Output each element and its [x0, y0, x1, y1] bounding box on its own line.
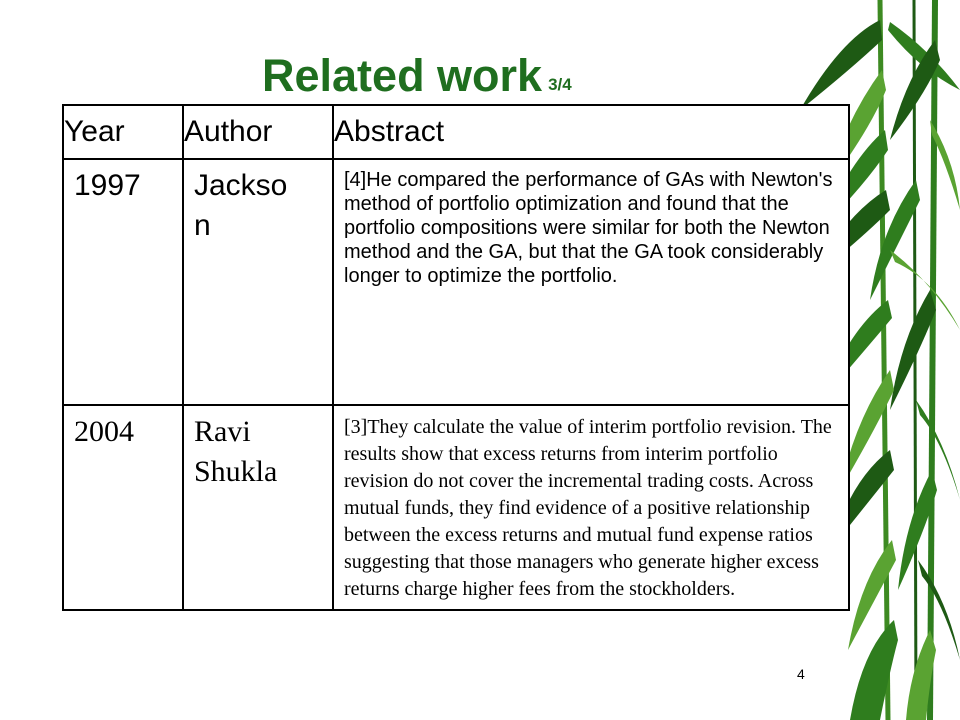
table-row: [63, 159, 849, 405]
slide-number: 4: [797, 666, 805, 682]
column-header-author: Author: [183, 105, 333, 159]
slide-title-page: 3/4: [548, 75, 572, 94]
table-row: [63, 405, 849, 610]
related-work-table: [62, 104, 850, 611]
slide-title-text: Related work: [262, 50, 543, 101]
year-cell: 2004: [63, 405, 183, 610]
abstract-cell: [4]He compared the performance of GAs with Newton's method of portfolio optimization and found that the portfolio compositions were similar for both the Newton method and the GA, but that the GA took considerably longer to optimize the portfolio.: [333, 159, 849, 405]
table-header-row: [63, 105, 849, 159]
author-line: Jackso: [194, 169, 288, 202]
year-cell: 1997: [63, 159, 183, 405]
column-header-abstract: Abstract: [333, 105, 849, 159]
author-line: n: [194, 209, 211, 242]
column-header-year: Year: [63, 105, 183, 159]
author-cell: [183, 405, 333, 610]
author-line: Ravi: [194, 415, 251, 448]
slide-title: [262, 50, 572, 111]
author-line: Shukla: [194, 455, 278, 488]
author-cell: [183, 159, 333, 405]
abstract-cell: [3]They calculate the value of interim portfolio revision. The results show that excess returns from interim portfolio revision do not cover the incremental trading costs. Across mutual funds, they find evidence of a positive relationship between the excess returns and mutual fund expense ratios suggesting that those managers who generate higher excess returns charge higher fees from the stockholders.: [333, 405, 849, 610]
